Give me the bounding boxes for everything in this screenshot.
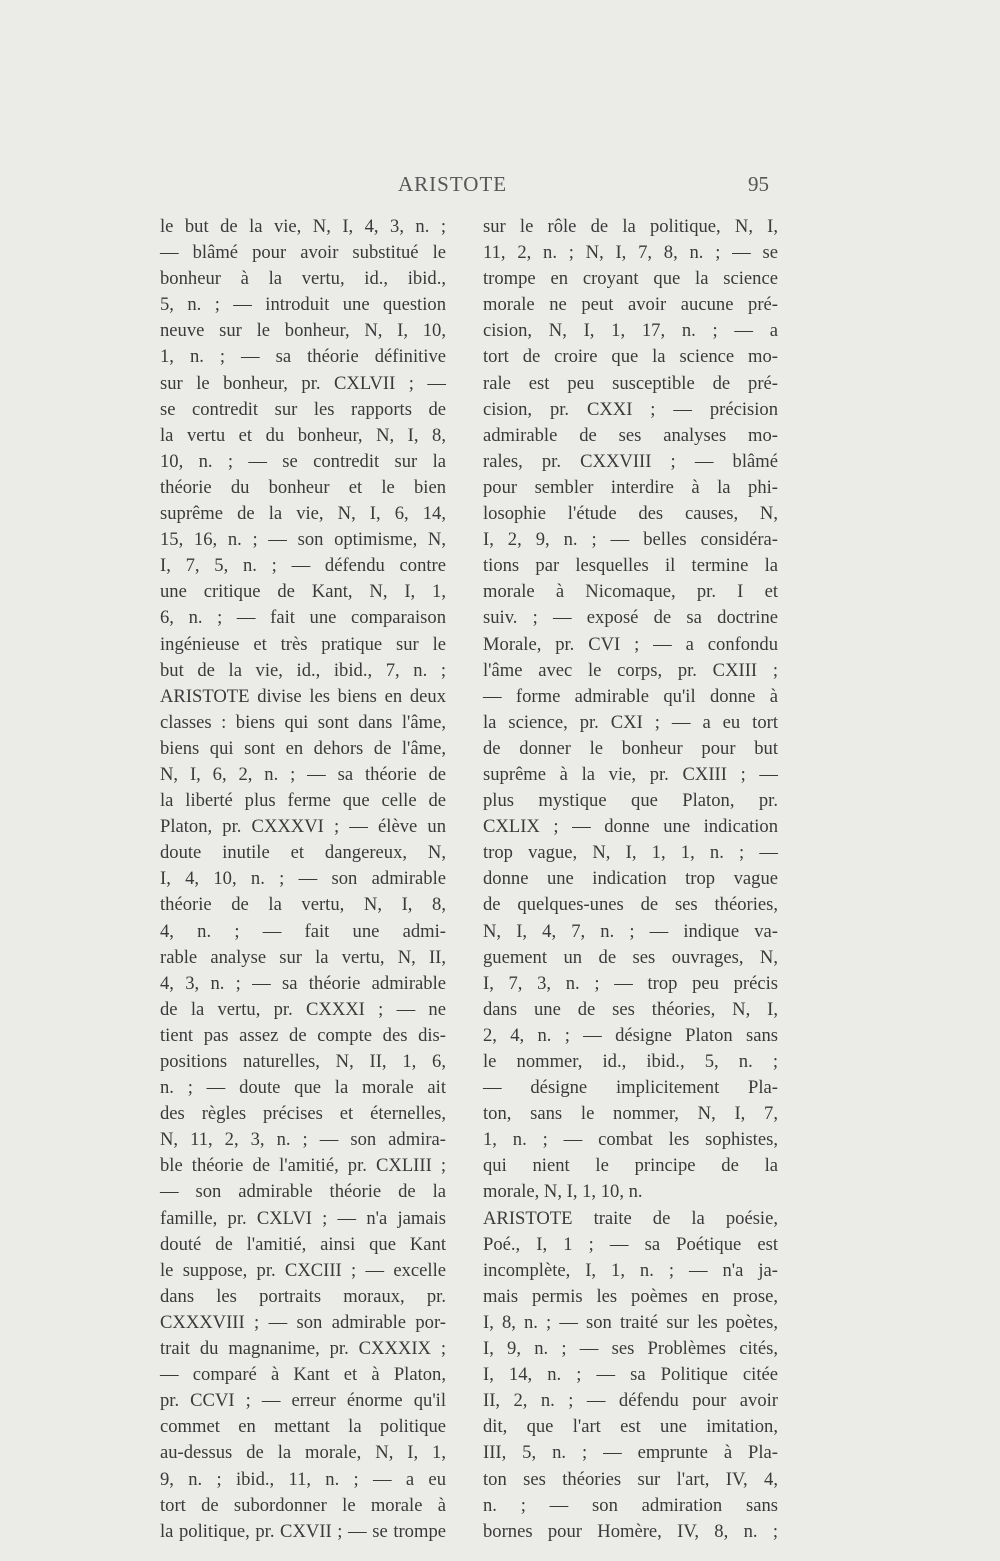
text-line: I, 8, n. ; — son traité sur les poètes, <box>483 1311 778 1333</box>
text-line: se contredit sur les rapports de <box>160 398 446 420</box>
text-line: N, I, 6, 2, n. ; — sa théorie de <box>160 763 446 785</box>
text-line: I, 7, 3, n. ; — trop peu précis <box>483 972 778 994</box>
text-line: de donner le bonheur pour but <box>483 737 778 759</box>
text-line: une critique de Kant, N, I, 1, <box>160 581 446 603</box>
text-line: qui nient le principe de la <box>483 1155 778 1177</box>
text-line: tient pas assez de compte des dis- <box>160 1024 446 1046</box>
running-header-title: ARISTOTE <box>398 172 508 196</box>
text-line: pour sembler interdire à la phi- <box>483 476 778 498</box>
text-line: ton, sans le nommer, N, I, 7, <box>483 1103 778 1125</box>
text-line: — son admirable théorie de la <box>160 1181 446 1203</box>
text-line: suprême à la vie, pr. CXIII ; — <box>483 763 778 785</box>
text-line: morale à Nicomaque, pr. I et <box>483 581 778 603</box>
text-line: le suppose, pr. CXCIII ; — excelle <box>160 1259 446 1281</box>
text-line: le but de la vie, N, I, 4, 3, n. ; <box>160 216 446 237</box>
text-line: 1, n. ; — combat les sophistes, <box>483 1129 778 1151</box>
text-line: tort de croire que la science mo- <box>483 346 778 368</box>
text-line: N, I, 4, 7, n. ; — indique va- <box>483 920 778 942</box>
text-line: ARISTOTE traite de la poésie, <box>483 1207 778 1229</box>
text-line: neuve sur le bonheur, N, I, 10, <box>160 320 446 342</box>
text-line: 1, n. ; — sa théorie définitive <box>160 346 446 368</box>
text-line: but de la vie, id., ibid., 7, n. ; <box>160 659 446 681</box>
text-line: trompe en croyant que la science <box>483 268 778 290</box>
text-line: trop vague, N, I, 1, 1, n. ; — <box>483 842 778 864</box>
text-line: douté de l'amitié, ainsi que Kant <box>160 1233 446 1255</box>
text-line: n. ; — doute que la morale ait <box>160 1077 446 1099</box>
text-line: I, 14, n. ; — sa Politique citée <box>483 1364 778 1386</box>
text-line: N, 11, 2, 3, n. ; — son admira- <box>160 1129 446 1151</box>
text-line: rales, pr. CXXVIII ; — blâmé <box>483 450 778 472</box>
text-line: losophie l'étude des causes, N, <box>483 503 778 525</box>
text-line: la science, pr. CXI ; — a eu tort <box>483 711 778 733</box>
left-column <box>160 214 446 1545</box>
text-line: 5, n. ; — introduit une question <box>160 294 446 316</box>
text-line: morale, N, I, 1, 10, n. <box>483 1181 643 1203</box>
text-line: mais permis les poèmes en prose, <box>483 1285 778 1307</box>
text-line: 9, n. ; ibid., 11, n. ; — a eu <box>160 1468 446 1490</box>
text-line: admirable de ses analyses mo- <box>483 424 778 446</box>
text-line: ARISTOTE divise les biens en deux <box>160 685 446 707</box>
text-line: dans une de ses théories, N, I, <box>483 998 778 1020</box>
text-line: tions par lesquelles il termine la <box>483 555 778 577</box>
text-line: CXLIX ; — donne une indication <box>483 816 778 838</box>
text-line: guement un de ses ouvrages, N, <box>483 946 778 968</box>
text-line: II, 2, n. ; — défendu pour avoir <box>483 1390 778 1412</box>
text-line: bonheur à la vertu, id., ibid., <box>160 268 446 290</box>
text-line: — comparé à Kant et à Platon, <box>160 1364 446 1386</box>
text-line: suprême de la vie, N, I, 6, 14, <box>160 503 446 525</box>
text-line: I, 2, 9, n. ; — belles considéra- <box>483 529 778 551</box>
text-line: I, 4, 10, n. ; — son admirable <box>160 868 446 890</box>
right-column <box>483 214 778 1545</box>
text-line: dans les portraits moraux, pr. <box>160 1285 446 1307</box>
text-line: 10, n. ; — se contredit sur la <box>160 450 446 472</box>
text-line: ble théorie de l'amitié, pr. CXLIII ; <box>160 1155 446 1177</box>
text-line: la liberté plus ferme que celle de <box>160 790 446 812</box>
text-line: au-dessus de la morale, N, I, 1, <box>160 1442 446 1464</box>
text-line: de la vertu, pr. CXXXI ; — ne <box>160 998 446 1020</box>
text-line: plus mystique que Platon, pr. <box>483 790 778 812</box>
text-line: 11, 2, n. ; N, I, 7, 8, n. ; — se <box>483 242 778 264</box>
text-line: doute inutile et dangereux, N, <box>160 842 446 864</box>
text-line: sur le bonheur, pr. CXLVII ; — <box>160 372 446 394</box>
text-line: cision, N, I, 1, 17, n. ; — a <box>483 320 778 342</box>
text-line: l'âme avec le corps, pr. CXIII ; <box>483 659 778 681</box>
text-line: 4, 3, n. ; — sa théorie admirable <box>160 972 446 994</box>
text-line: suiv. ; — exposé de sa doctrine <box>483 607 778 629</box>
text-line: tort de subordonner le morale à <box>160 1494 446 1516</box>
text-line: dit, que l'art est une imitation, <box>483 1416 778 1438</box>
text-line: morale ne peut avoir aucune pré- <box>483 294 778 316</box>
text-line: la vertu et du bonheur, N, I, 8, <box>160 424 446 446</box>
text-line: Poé., I, 1 ; — sa Poétique est <box>483 1233 778 1255</box>
text-line: 4, n. ; — fait une admi- <box>160 920 446 942</box>
text-line: I, 7, 5, n. ; — défendu contre <box>160 555 446 577</box>
text-line: positions naturelles, N, II, 1, 6, <box>160 1051 446 1072</box>
text-line: rale est peu susceptible de pré- <box>483 372 778 394</box>
text-line: III, 5, n. ; — emprunte à Pla- <box>483 1442 778 1464</box>
text-line: incomplète, I, 1, n. ; — n'a ja- <box>483 1259 778 1281</box>
text-line: rable analyse sur la vertu, N, II, <box>160 946 446 968</box>
text-line: ingénieuse et très pratique sur le <box>160 633 446 655</box>
text-line: Platon, pr. CXXXVI ; — élève un <box>160 816 446 838</box>
text-line: CXXXVIII ; — son admirable por- <box>160 1311 446 1333</box>
text-line: donne une indication trop vague <box>483 868 778 890</box>
page-number: 95 <box>748 172 769 196</box>
text-line: 15, 16, n. ; — son optimisme, N, <box>160 529 446 551</box>
text-line: — forme admirable qu'il donne à <box>483 685 778 707</box>
text-line: classes : biens qui sont dans l'âme, <box>160 711 446 733</box>
text-line: n. ; — son admiration sans <box>483 1494 778 1516</box>
text-line: sur le rôle de la politique, N, I, <box>483 216 778 237</box>
text-line: bornes pour Homère, IV, 8, n. ; <box>483 1520 778 1542</box>
text-line: pr. CCVI ; — erreur énorme qu'il <box>160 1390 446 1412</box>
text-line: — blâmé pour avoir substitué le <box>160 242 446 264</box>
text-line: cision, pr. CXXI ; — précision <box>483 398 778 420</box>
text-line: 6, n. ; — fait une comparaison <box>160 607 446 629</box>
text-line: théorie de la vertu, N, I, 8, <box>160 894 446 916</box>
text-line: la politique, pr. CXVII ; — se trompe <box>160 1520 446 1542</box>
text-line: biens qui sont en dehors de l'âme, <box>160 737 446 759</box>
text-line: famille, pr. CXLVI ; — n'a jamais <box>160 1207 446 1229</box>
text-line: de quelques-unes de ses théories, <box>483 894 778 916</box>
text-line: théorie du bonheur et le bien <box>160 476 446 498</box>
text-line: ton ses théories sur l'art, IV, 4, <box>483 1468 778 1490</box>
text-line: I, 9, n. ; — ses Problèmes cités, <box>483 1338 778 1360</box>
text-line: le nommer, id., ibid., 5, n. ; <box>483 1051 778 1072</box>
text-line: des règles précises et éternelles, <box>160 1103 446 1125</box>
text-line: commet en mettant la politique <box>160 1416 446 1438</box>
text-line: Morale, pr. CVI ; — a confondu <box>483 633 778 655</box>
text-line: 2, 4, n. ; — désigne Platon sans <box>483 1024 778 1046</box>
text-line: — désigne implicitement Pla- <box>483 1077 778 1099</box>
text-line: trait du magnanime, pr. CXXXIX ; <box>160 1338 446 1360</box>
